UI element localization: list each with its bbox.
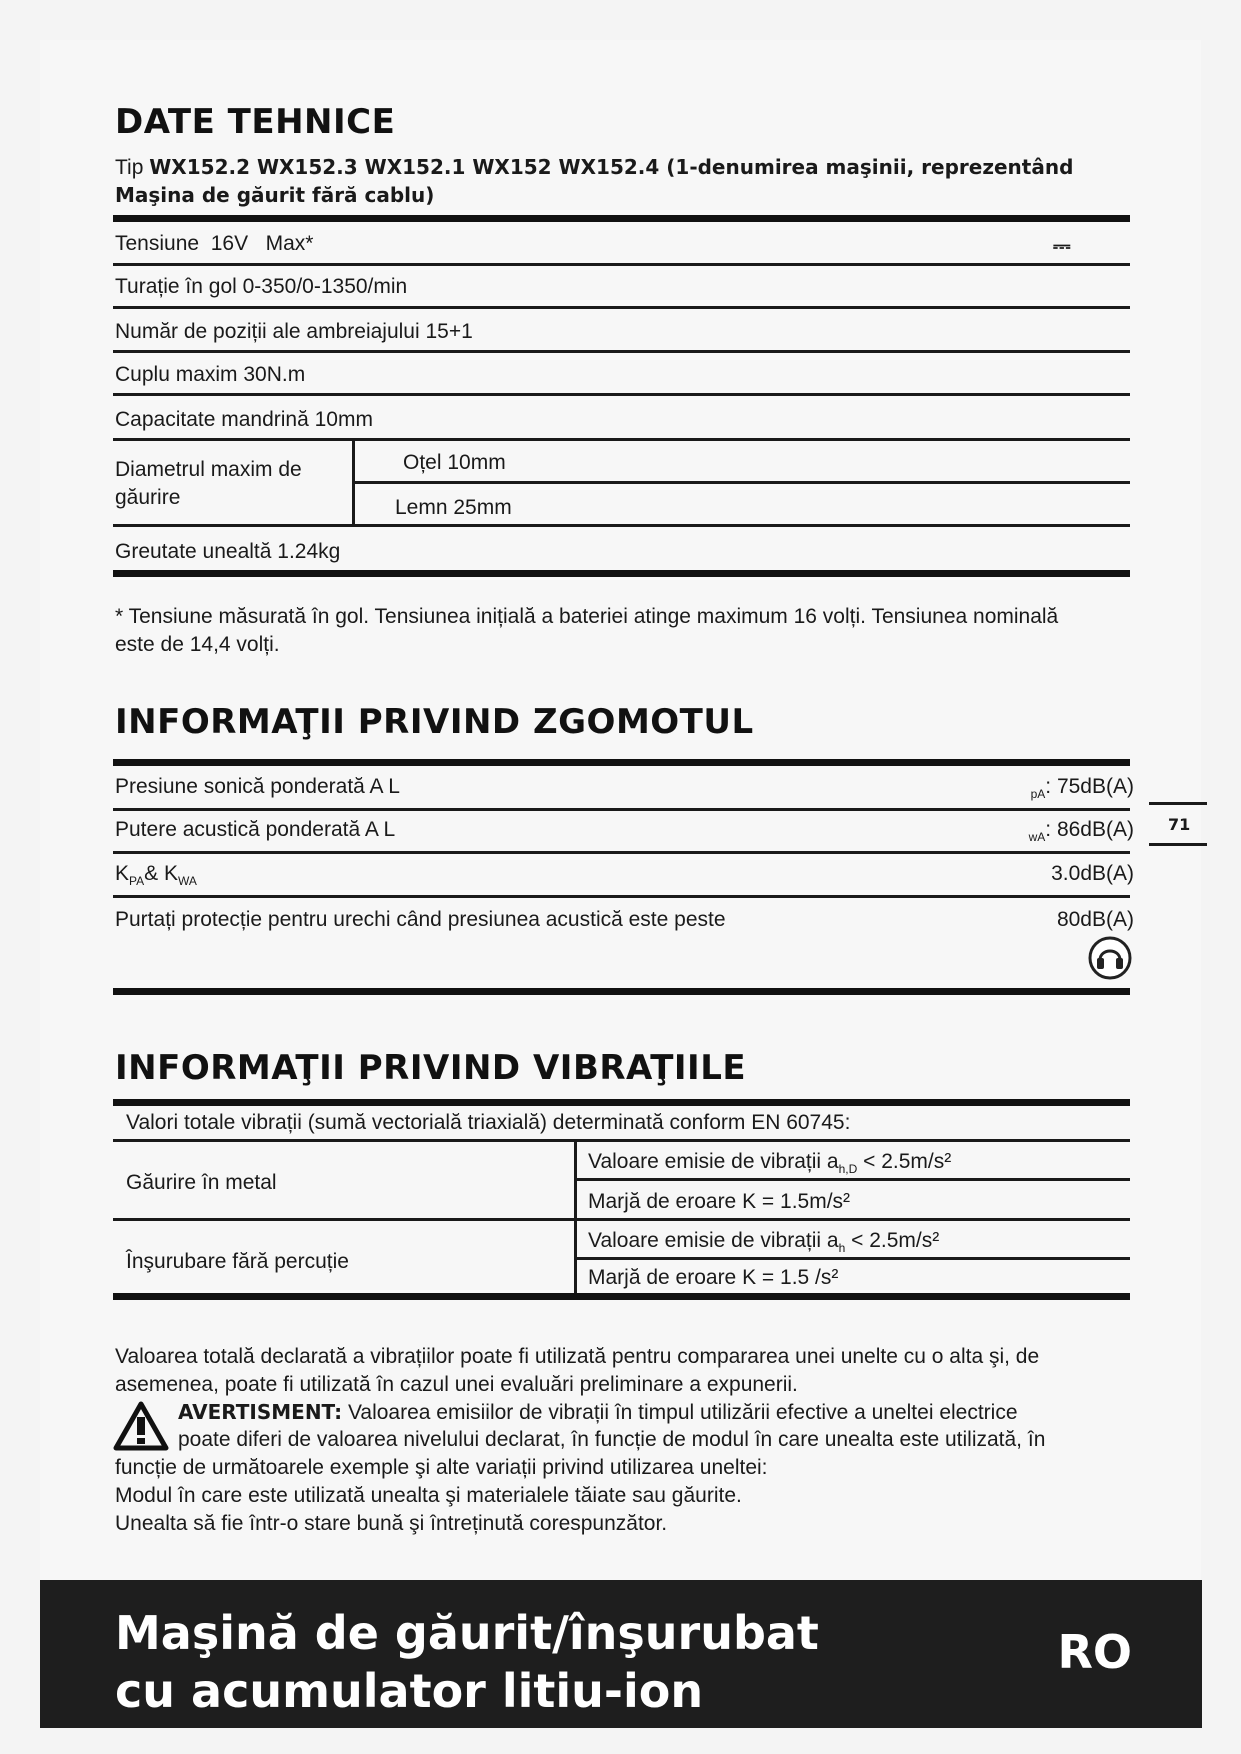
rule bbox=[113, 524, 1130, 527]
chuck-row: Capacitate mandrină 10mm bbox=[115, 408, 373, 431]
rule bbox=[113, 1218, 1130, 1221]
closing-para-2: asemenea, poate fi utilizată în cazul unei evaluări preliminare a expunerii. bbox=[115, 1373, 798, 1396]
k-amp: & K bbox=[144, 862, 178, 885]
k-sub-pa: PA bbox=[129, 874, 145, 889]
metal-emission bbox=[588, 1150, 951, 1176]
voltage-note-1: * Tensiune măsurată în gol. Tensiunea inițială a bateriei atinge maximum 16 volți. Tensiunea nominală bbox=[115, 605, 1059, 628]
footer-title bbox=[115, 1604, 819, 1720]
ear-label: Purtați protecție pentru urechi când presiunea acustică este peste bbox=[115, 908, 726, 931]
drill-label-1: Diametrul maxim de bbox=[115, 458, 302, 481]
rule bbox=[352, 481, 1130, 484]
screw-emission-text: Valoare emisie de vibrații a bbox=[588, 1229, 839, 1252]
page-tab-bottom bbox=[1149, 843, 1207, 846]
rule bbox=[113, 263, 1130, 266]
rule bbox=[113, 808, 1130, 811]
k-value: 3.0dB(A) bbox=[1051, 862, 1134, 885]
speed-row: Turație în gol 0-350/0-1350/min bbox=[115, 275, 408, 298]
noise-bottom-rule bbox=[113, 988, 1130, 995]
ear-protection-icon bbox=[1088, 936, 1132, 980]
power-value: : 86dB(A) bbox=[1045, 818, 1134, 841]
wood-value: Lemn 25mm bbox=[395, 496, 512, 519]
voltage-note-2: este de 14,4 volți. bbox=[115, 633, 280, 656]
type-line bbox=[115, 155, 1073, 180]
screw-emission bbox=[588, 1229, 939, 1255]
vibration-top-rule bbox=[113, 1099, 1130, 1106]
pressure-value: : 75dB(A) bbox=[1045, 775, 1134, 798]
metal-emission-value: < 2.5m/s² bbox=[857, 1150, 952, 1173]
voltage-label: Tensiune bbox=[115, 232, 200, 255]
power-label: Putere acustică ponderată A L bbox=[115, 818, 396, 841]
k-letter: K bbox=[115, 862, 130, 885]
noise-top-rule bbox=[113, 759, 1130, 766]
rule bbox=[574, 1257, 1130, 1260]
drill-label-2: găurire bbox=[115, 486, 181, 509]
rule bbox=[113, 1139, 1130, 1142]
warning-text-1: Valoarea emisiilor de vibrații în timpul utilizării efective a uneltei electrice bbox=[342, 1401, 1018, 1424]
rule bbox=[113, 895, 1130, 898]
metal-emission-sub: h,D bbox=[838, 1162, 858, 1177]
vibration-bottom-rule bbox=[113, 1293, 1130, 1300]
rule bbox=[113, 350, 1130, 353]
warning-line-3: funcție de următoarele exemple şi alte variații privind utilizarea uneltei: bbox=[115, 1456, 768, 1479]
k-sub-wa: WA bbox=[178, 874, 197, 889]
footer-title-2: cu acumulator litiu-ion bbox=[115, 1664, 704, 1718]
warning-label: AVERTISMENT: bbox=[178, 1400, 343, 1424]
torque-row: Cuplu maxim 30N.m bbox=[115, 363, 306, 386]
pressure-value-group bbox=[1031, 775, 1134, 801]
screw-emission-value: < 2.5m/s² bbox=[845, 1229, 940, 1252]
screw-label: Înşurubare fără percuție bbox=[126, 1250, 349, 1273]
rule bbox=[113, 438, 1130, 441]
page-number: 71 bbox=[1168, 815, 1191, 834]
noise-title: INFORMAŢII PRIVIND ZGOMOTUL bbox=[115, 702, 754, 742]
vibration-title: INFORMAŢII PRIVIND VIBRAŢIILE bbox=[115, 1048, 747, 1088]
tech-bottom-rule bbox=[113, 570, 1130, 577]
tech-top-rule bbox=[113, 215, 1130, 222]
language-code: RO bbox=[1057, 1625, 1132, 1679]
closing-line-5: Unealta să fie într-o stare bună şi întreținută corespunzător. bbox=[115, 1512, 668, 1535]
footer-title-1: Maşină de găurit/înşurubat bbox=[115, 1606, 819, 1660]
k-label bbox=[115, 862, 197, 888]
rule bbox=[113, 306, 1130, 309]
rule bbox=[113, 851, 1130, 854]
vibration-intro: Valori totale vibrații (sumă vectorială triaxială) determinată conform EN 60745: bbox=[126, 1111, 851, 1134]
dc-symbol-icon: ⎓ bbox=[1053, 233, 1071, 258]
warning-line-1 bbox=[178, 1400, 1018, 1425]
closing-para-1: Valoarea totală declarată a vibrațiilor poate fi utilizată pentru compararea unei unelte cu o alta şi, de bbox=[115, 1345, 1040, 1368]
screw-emission-sub: h bbox=[838, 1241, 846, 1256]
ear-value: 80dB(A) bbox=[1056, 908, 1134, 931]
metal-label: Găurire în metal bbox=[126, 1171, 277, 1194]
screw-k: Marjă de eroare K = 1.5 /s² bbox=[588, 1266, 839, 1289]
pressure-label: Presiune sonică ponderată A L bbox=[115, 775, 400, 798]
voltage-value: 16V bbox=[210, 232, 249, 255]
power-sub: wA bbox=[1028, 830, 1046, 845]
power-value-group bbox=[1029, 818, 1134, 844]
weight-row: Greutate unealtă 1.24kg bbox=[115, 540, 341, 563]
rule bbox=[574, 1178, 1130, 1181]
metal-k: Marjă de eroare K = 1.5m/s² bbox=[588, 1190, 851, 1213]
metal-emission-text: Valoare emisie de vibrații a bbox=[588, 1150, 839, 1173]
voltage-max: Max* bbox=[265, 232, 314, 255]
type-line-2: Maşina de găurit fără cablu) bbox=[115, 183, 435, 207]
warning-line-2: poate diferi de valoarea nivelului declarat, în funcție de modul în care unealta este utilizată, în bbox=[178, 1428, 1046, 1451]
rule bbox=[113, 393, 1130, 396]
steel-value: Oțel 10mm bbox=[403, 451, 506, 474]
voltage-row bbox=[115, 232, 313, 256]
tech-title: DATE TEHNICE bbox=[115, 102, 396, 142]
warning-triangle-icon bbox=[112, 1400, 170, 1452]
type-models: WX152.2 WX152.3 WX152.1 WX152 WX152.4 (1-denumirea maşinii, reprezentând bbox=[149, 155, 1074, 179]
clutch-row: Număr de poziții ale ambreiajului 15+1 bbox=[115, 320, 473, 343]
page-tab-top bbox=[1149, 802, 1207, 805]
pressure-sub: pA bbox=[1030, 787, 1046, 802]
type-prefix: Tip bbox=[115, 156, 144, 179]
footer-bar bbox=[40, 1580, 1202, 1728]
closing-line-4: Modul în care este utilizată unealta şi materialele tăiate sau găurite. bbox=[115, 1484, 742, 1507]
